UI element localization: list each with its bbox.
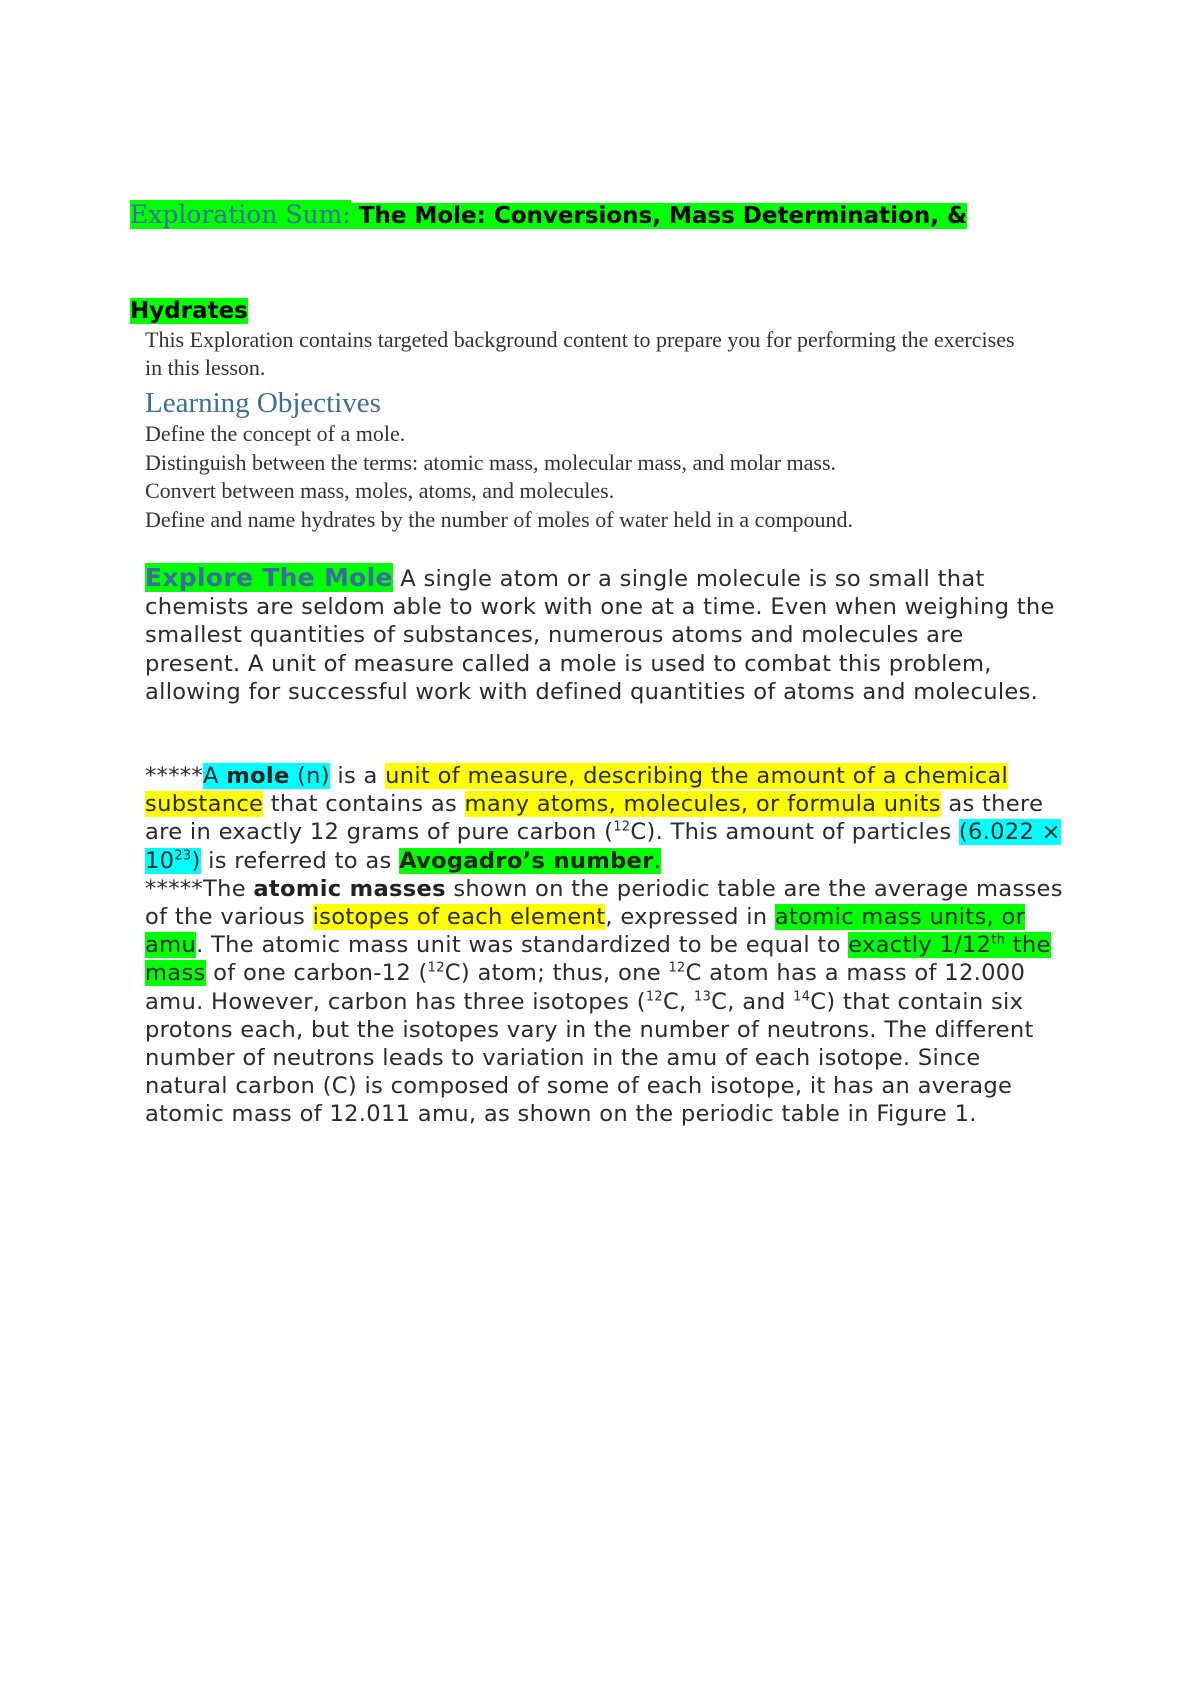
avogadro-value: (6.022 × 10 — [145, 819, 1061, 874]
objective-item: Define and name hydrates by the number of moles of water held in a compound. — [145, 506, 854, 532]
the-mass: the mass — [145, 932, 1051, 987]
period: . — [653, 847, 662, 874]
title-continuation-text: Hydrates — [130, 298, 248, 324]
text: *****The — [145, 875, 254, 902]
title-continuation — [130, 296, 248, 326]
objective-item: Distinguish between the terms: atomic mass, molecular mass, and molar mass. — [145, 449, 837, 475]
one-twelfth: exactly 1/12 — [848, 932, 992, 959]
text: . The atomic mass unit was standardized to be equal to — [196, 932, 849, 959]
atomic-masses-term: atomic masses — [253, 875, 446, 902]
explore-label: Explore The Mole — [145, 563, 393, 592]
title-main: The Mole: Conversions, Mass Determination, & — [350, 203, 968, 229]
avogadro-name: Avogadro’s number — [399, 847, 654, 874]
mole-article: A — [202, 763, 227, 789]
text: C) atom; thus, one — [444, 960, 669, 987]
superscript: 12 — [427, 960, 445, 976]
text: is a — [329, 763, 386, 789]
text: C) that contain six protons each, but the isotopes vary in the number of neutrons. The different number of neutrons leads to variation in the amu of each isotope. Since natural carbon (C) is composed of some of each isotope, it has an average atomic mass of 12.011 amu, as shown on the periodic table in Figure 1. — [145, 988, 1034, 1128]
superscript: th — [991, 932, 1006, 948]
mole-definition-paragraph — [145, 762, 1065, 1129]
particles-highlight: many atoms, molecules, or formula units — [464, 791, 941, 818]
objectives-list — [145, 420, 853, 534]
avogadro-value-close: ) — [191, 847, 201, 874]
superscript: 12 — [645, 989, 663, 1005]
superscript: 12 — [613, 819, 631, 835]
explore-paragraph — [145, 564, 1065, 706]
document-title — [130, 200, 1010, 231]
text: as there are in exactly 12 grams of pure carbon ( — [145, 791, 1044, 846]
superscript: 13 — [694, 989, 712, 1005]
amu-highlight: atomic mass units, or amu — [145, 904, 1026, 959]
superscript: 14 — [793, 989, 811, 1005]
superscript: 12 — [668, 960, 686, 976]
isotopes-highlight: isotopes of each element — [312, 904, 606, 931]
text: shown on the periodic table are the average masses of the various — [145, 875, 1063, 931]
explore-text: A single atom or a single molecule is so small that chemists are seldom able to work with one at a time. Even when weighing the smallest quantities of substances, numerous atoms and molecules are present. A unit of measure called a mole is used to combat this problem, allowing for successful work with defined quantities of atoms and molecules. — [145, 566, 1055, 705]
text: of one carbon-12 ( — [205, 960, 428, 987]
mole-symbol: (n) — [289, 763, 330, 789]
mole-term: mole — [226, 763, 290, 789]
mole-term-highlight — [203, 763, 330, 789]
text: that contains as — [263, 791, 465, 818]
text: C, — [662, 988, 695, 1015]
superscript: 23 — [174, 848, 192, 864]
text: C). This amount of particles — [630, 819, 959, 846]
text: is referred to as — [200, 847, 400, 874]
objective-item: Define the concept of a mole. — [145, 421, 406, 446]
intro-paragraph: This Exploration contains targeted background content to prepare you for performing the exercises in this lesson. — [145, 327, 1015, 380]
objective-item: Convert between mass, moles, atoms, and molecules. — [145, 478, 615, 503]
title-prefix: Exploration Sum: — [130, 200, 351, 229]
stars-marker: ***** — [145, 763, 203, 789]
text: , expressed in — [605, 904, 775, 931]
text: C atom has a mass of 12.000 amu. However, carbon has three isotopes ( — [145, 960, 1026, 1015]
text: C, and — [711, 988, 794, 1015]
objectives-heading: Learning Objectives — [145, 387, 381, 419]
unit-of-measure-highlight: unit of measure, describing the amount of a chemical substance — [145, 763, 1009, 818]
